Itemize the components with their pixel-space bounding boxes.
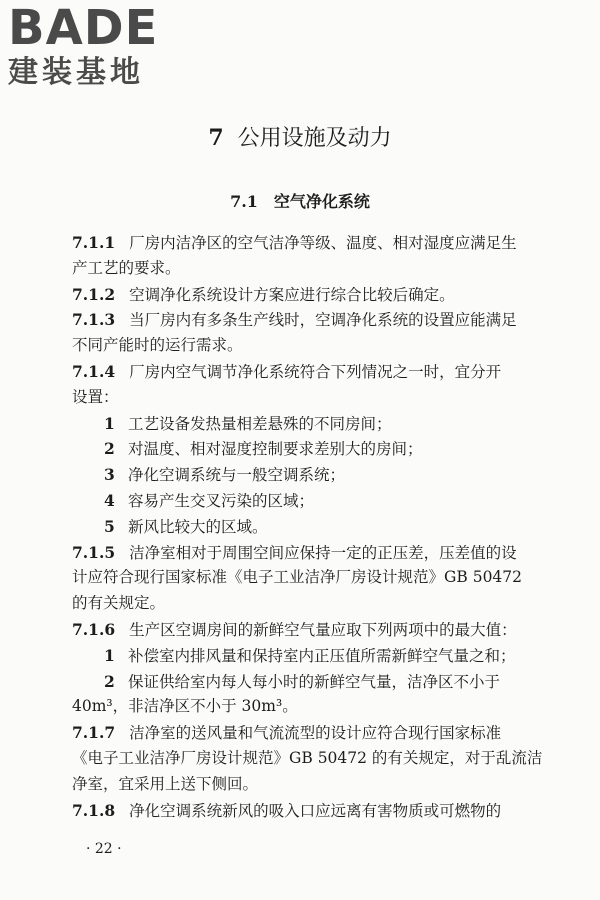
chapter-title: 公用设施及动力 (237, 126, 392, 151)
line-text: 工艺设备发热量相差悬殊的不同房间； (128, 414, 392, 433)
line-text: 40m³，非洁净区不小于 30m³。 (72, 697, 298, 716)
text-line (72, 307, 560, 333)
text-line (72, 333, 560, 359)
line-text: 新风比较大的区域。 (128, 517, 268, 536)
text-line (72, 436, 560, 462)
text-line (72, 488, 560, 514)
line-text: 设置： (72, 387, 119, 406)
text-line (72, 359, 560, 385)
clause-number: 7.1.6 (72, 619, 116, 639)
line-text: 洁净室的送风量和气流流型的设计应符合现行国家标准 (129, 724, 502, 743)
text-line (72, 798, 560, 824)
line-text: 当厂房内有多条生产线时，空调净化系统的设置应能满足 (129, 311, 517, 330)
list-item-number: 5 (104, 516, 115, 536)
list-item-number: 3 (104, 465, 115, 485)
logo-wordmark: BADE (8, 0, 159, 56)
line-text: 空调净化系统设计方案应进行综合比较后确定。 (129, 285, 455, 304)
text-line (72, 617, 560, 643)
list-item-number: 1 (104, 645, 115, 665)
logo-subtitle: 建装基地 (8, 55, 144, 90)
text-line (72, 282, 560, 308)
line-text: 计应符合现行国家标准《电子工业洁净厂房设计规范》GB 50472 (72, 568, 523, 587)
line-text: 净化空调系统新风的吸入口应远离有害物质或可燃物的 (129, 801, 502, 820)
clause-number: 7.1.4 (72, 361, 116, 381)
line-text: 产工艺的要求。 (72, 258, 181, 277)
line-text: 厂房内空气调节净化系统符合下列情况之一时，宜分开 (129, 362, 502, 381)
page-number: · 22 · (86, 841, 122, 857)
line-text: 生产区空调房间的新鲜空气量应取下列两项中的最大值： (129, 620, 517, 639)
clause-number: 7.1.1 (72, 233, 116, 252)
text-line (72, 256, 560, 282)
text-line (72, 720, 560, 746)
text-line (72, 746, 560, 772)
text-line (72, 514, 560, 540)
clause-number: 7.1.5 (72, 542, 116, 562)
clause-number: 7.1.7 (72, 723, 116, 743)
text-line (72, 591, 560, 617)
text-line (72, 411, 560, 437)
list-item-number: 2 (104, 671, 115, 691)
text-line (72, 694, 560, 720)
line-text: 的有关规定。 (72, 594, 166, 613)
line-text: 净室，宜采用上送下侧回。 (72, 774, 259, 793)
line-text: 不同产能时的运行需求。 (72, 336, 243, 355)
line-text: 《电子工业洁净厂房设计规范》GB 50472 的有关规定，对于乱流洁 (72, 748, 543, 767)
section-heading (0, 191, 600, 213)
line-text: 洁净室相对于周围空间应保持一定的正压差，压差值的设 (129, 543, 517, 562)
text-line (72, 565, 560, 591)
list-item-number: 4 (104, 490, 115, 510)
document-body (72, 230, 560, 823)
line-text: 净化空调系统与一般空调系统； (128, 466, 346, 485)
text-line (72, 772, 560, 798)
text-line (72, 540, 560, 566)
bade-logo (8, 2, 178, 90)
text-line (72, 669, 560, 695)
list-item-number: 1 (104, 413, 115, 433)
text-line (72, 462, 560, 488)
chapter-heading (0, 124, 600, 153)
text-line (72, 643, 560, 669)
clause-number: 7.1.3 (72, 310, 116, 330)
line-text: 厂房内洁净区的空气洁净等级、温度、相对湿度应满足生 (129, 234, 517, 252)
clause-number: 7.1.8 (72, 800, 116, 820)
line-text: 容易产生交叉污染的区域； (128, 491, 315, 510)
text-line (72, 385, 560, 411)
chapter-number: 7 (208, 125, 224, 151)
section-number: 7.1 (230, 192, 258, 211)
line-text: 对温度、相对湿度控制要求差别大的房间； (128, 440, 423, 459)
line-text: 补偿室内排风量和保持室内正压值所需新鲜空气量之和； (128, 646, 516, 665)
line-text: 保证供给室内每人每小时的新鲜空气量，洁净区不小于 (128, 672, 501, 691)
section-title: 空气净化系统 (273, 192, 370, 211)
list-item-number: 2 (104, 439, 115, 459)
clause-number: 7.1.2 (72, 284, 116, 304)
text-line (72, 230, 560, 256)
